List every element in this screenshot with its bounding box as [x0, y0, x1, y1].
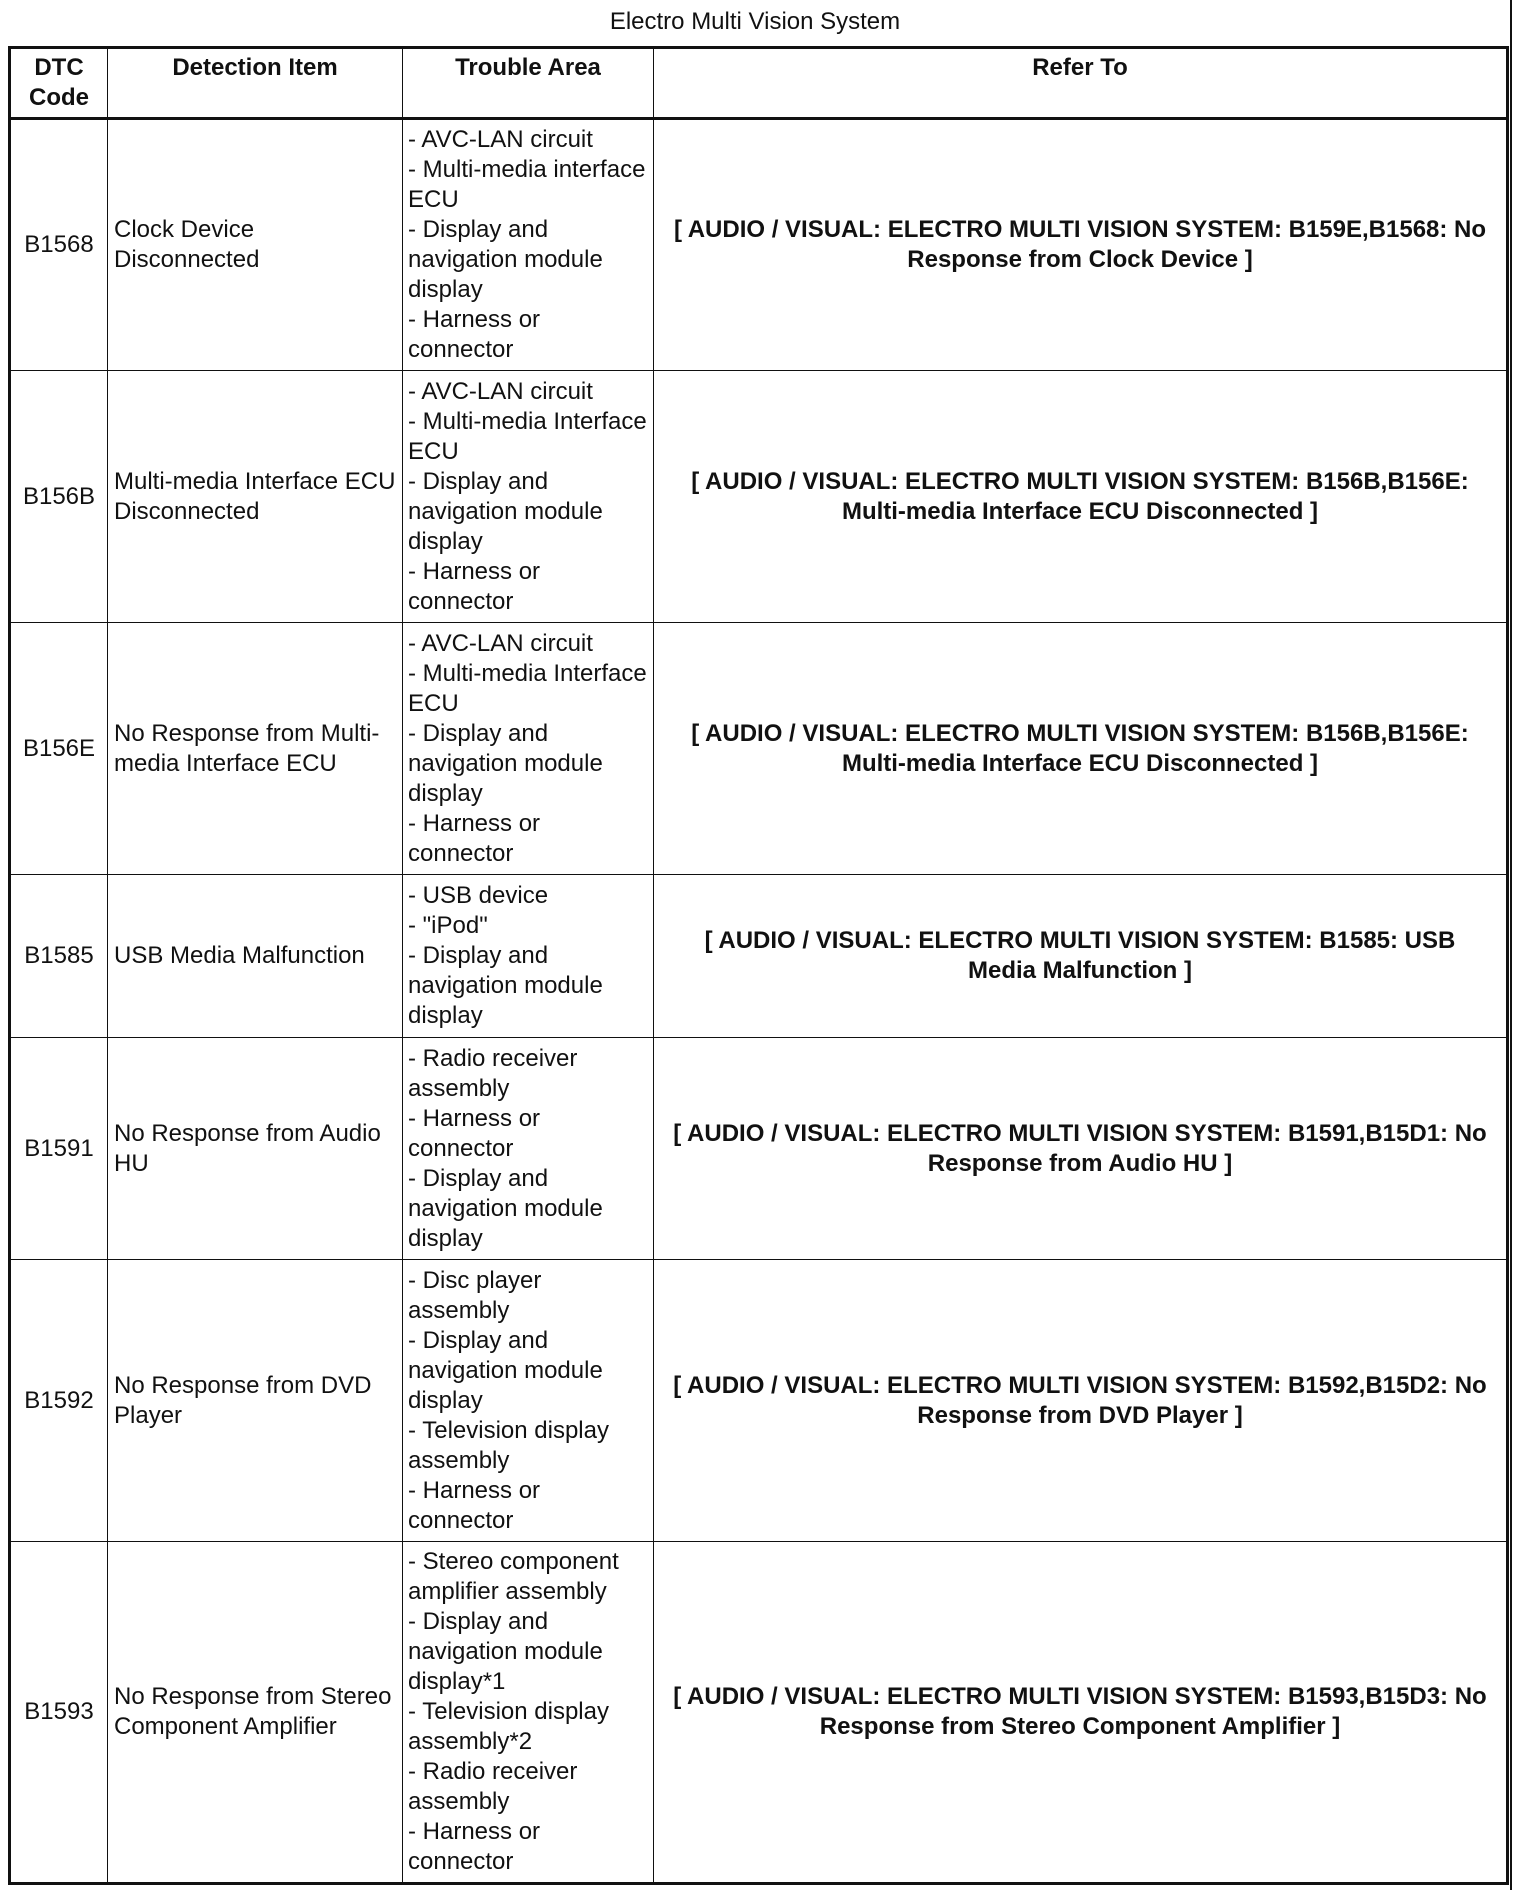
column-header-refer-to: Refer To — [654, 48, 1508, 119]
dtc-code-cell: B1593 — [10, 1542, 108, 1884]
table-row — [10, 623, 1508, 875]
dtc-table — [8, 46, 1509, 1885]
detection-item-cell: No Response from Multi-media Interface ECU — [108, 623, 403, 875]
dtc-code-cell: B156B — [10, 371, 108, 623]
detection-item-cell: No Response from Stereo Component Amplifier — [108, 1542, 403, 1884]
document-caption: Electro Multi Vision System — [609, 8, 901, 35]
page-right-border — [1510, 0, 1512, 1890]
column-header-trouble-area: Trouble Area — [403, 48, 654, 119]
dtc-code-cell: B1568 — [10, 119, 108, 371]
dtc-code-cell: B1592 — [10, 1260, 108, 1542]
trouble-area-cell: - Disc player assembly - Display and navigation module display - Television display assembly - Harness or connector — [403, 1260, 654, 1542]
refer-to-link[interactable]: [ AUDIO / VISUAL: ELECTRO MULTI VISION SYSTEM: B156B,B156E: Multi-media Interface ECU Disconnected ] — [654, 623, 1508, 875]
trouble-area-cell: - USB device - "iPod" - Display and navigation module display — [403, 875, 654, 1038]
trouble-area-cell: - AVC-LAN circuit - Multi-media Interface ECU - Display and navigation module display - Harness or connector — [403, 371, 654, 623]
refer-to-link[interactable]: [ AUDIO / VISUAL: ELECTRO MULTI VISION SYSTEM: B1591,B15D1: No Response from Audio HU ] — [654, 1038, 1508, 1260]
refer-to-link[interactable]: [ AUDIO / VISUAL: ELECTRO MULTI VISION SYSTEM: B1585: USB Media Malfunction ] — [654, 875, 1508, 1038]
table-row — [10, 1542, 1508, 1884]
dtc-code-cell: B1591 — [10, 1038, 108, 1260]
dtc-code-cell: B156E — [10, 623, 108, 875]
detection-item-cell: Clock Device Disconnected — [108, 119, 403, 371]
table-row — [10, 1260, 1508, 1542]
table-row — [10, 875, 1508, 1038]
detection-item-cell: No Response from Audio HU — [108, 1038, 403, 1260]
refer-to-link[interactable]: [ AUDIO / VISUAL: ELECTRO MULTI VISION SYSTEM: B1592,B15D2: No Response from DVD Player ] — [654, 1260, 1508, 1542]
trouble-area-cell: - Radio receiver assembly - Harness or connector - Display and navigation module display — [403, 1038, 654, 1260]
trouble-area-cell: - Stereo component amplifier assembly - Display and navigation module display*1 - Television display assembly*2 - Radio receiver assembly - Harness or connector — [403, 1542, 654, 1884]
trouble-area-cell: - AVC-LAN circuit - Multi-media interface ECU - Display and navigation module display - Harness or connector — [403, 119, 654, 371]
header-row — [10, 48, 1508, 119]
refer-to-link[interactable]: [ AUDIO / VISUAL: ELECTRO MULTI VISION SYSTEM: B1593,B15D3: No Response from Stereo Component Amplifier ] — [654, 1542, 1508, 1884]
detection-item-cell: Multi-media Interface ECU Disconnected — [108, 371, 403, 623]
dtc-code-cell: B1585 — [10, 875, 108, 1038]
table-row — [10, 1038, 1508, 1260]
trouble-area-cell: - AVC-LAN circuit - Multi-media Interface ECU - Display and navigation module display - Harness or connector — [403, 623, 654, 875]
refer-to-link[interactable]: [ AUDIO / VISUAL: ELECTRO MULTI VISION SYSTEM: B156B,B156E: Multi-media Interface ECU Disconnected ] — [654, 371, 1508, 623]
column-header-dtc-code: DTC Code — [10, 48, 108, 119]
table-row — [10, 371, 1508, 623]
refer-to-link[interactable]: [ AUDIO / VISUAL: ELECTRO MULTI VISION SYSTEM: B159E,B1568: No Response from Clock Device ] — [654, 119, 1508, 371]
detection-item-cell: No Response from DVD Player — [108, 1260, 403, 1542]
table-row — [10, 119, 1508, 371]
column-header-detection-item: Detection Item — [108, 48, 403, 119]
table-body — [10, 119, 1508, 1884]
detection-item-cell: USB Media Malfunction — [108, 875, 403, 1038]
table-header — [10, 48, 1508, 119]
